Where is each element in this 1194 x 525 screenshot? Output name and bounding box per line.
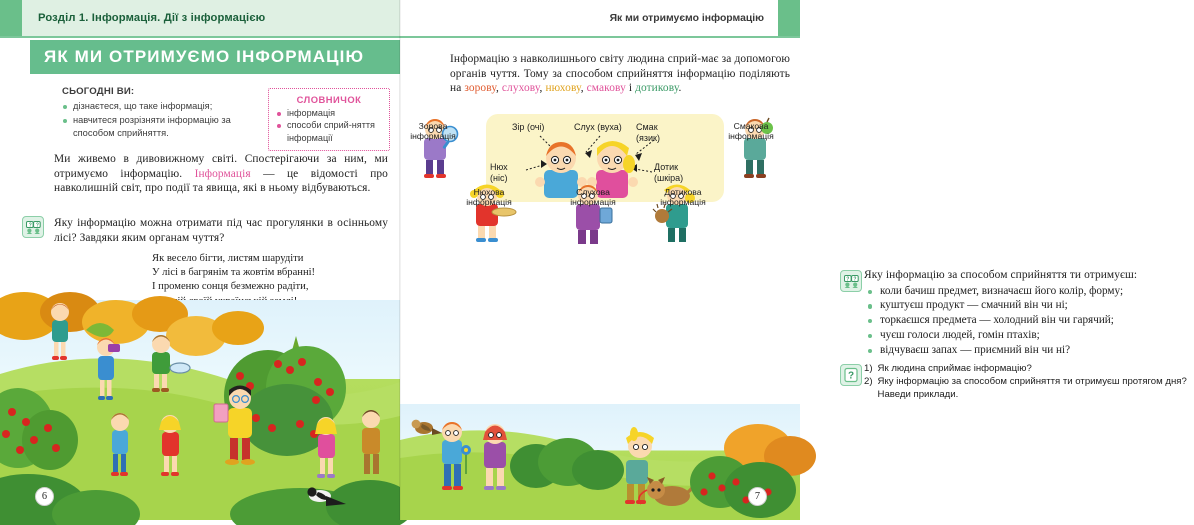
list-item (864, 375, 1194, 401)
bullet-dot-icon (277, 112, 281, 116)
caption-vision: Зорова інформація (410, 121, 456, 142)
speech-bubbles-icon (844, 275, 859, 288)
discussion-icon (22, 216, 44, 238)
callout-smell: Нюх (ніс) (490, 162, 508, 183)
callout-sight: Зір (очі) (512, 122, 545, 132)
question-text: Як людина сприймає інформацію? (877, 363, 1032, 374)
glossary-term: способи сприй-няття інформації (287, 120, 375, 143)
tablet-icon (600, 208, 612, 223)
bullet-dot-icon (63, 119, 67, 123)
question-text: Яку інформацію за способом сприйняття ти отримуєш протягом дня? Наведи приклади. (877, 376, 1187, 401)
left-edge-strip (0, 0, 22, 36)
check-yourself-icon (840, 364, 862, 386)
caption-hearing-wrap (570, 186, 616, 208)
callout-hearing: Слух (вуха) (574, 122, 622, 132)
bullet-dot-icon (868, 319, 872, 323)
glossary-title: СЛОВНИЧОК (296, 94, 362, 105)
caption-smell: Нюхова інформація (466, 187, 512, 208)
bullet-dot-icon (868, 334, 872, 338)
bullet-dot-icon (63, 105, 67, 109)
list-item (864, 343, 1194, 358)
autumn-trees (0, 292, 264, 356)
today-heading: СЬОГОДНІ ВИ: (62, 86, 135, 97)
list-item (864, 328, 1194, 343)
glossary-box (268, 88, 390, 151)
page-gutter (399, 0, 401, 520)
sep: , (580, 82, 587, 95)
intro-text-a: Ми живемо в дивовижному світі. Спостерігаючи за ним, ми отримуємо інформацію. (54, 153, 388, 180)
running-head: Як ми отримуємо інформацію (609, 12, 764, 24)
caption-touch-wrap (660, 186, 706, 208)
pair-work-icon (840, 270, 862, 292)
sep: . (678, 82, 682, 95)
poem-line: І променю сонця безмежно радіти, (152, 281, 309, 293)
right-page-header (400, 0, 778, 36)
intro-text-b: — це відомості про навколишній світ, про події та явища, які в ньому відбуваються. (54, 167, 388, 195)
sense-item-text: відчуваєш запах — приємний він чи ні? (880, 343, 1071, 356)
magnifier-icon (170, 363, 190, 373)
sep: , (495, 82, 502, 95)
meadow-scene-svg (400, 404, 800, 520)
term-touch: дотикову (635, 82, 679, 95)
poem-line: Як весело бігти, листям шарудіти (152, 253, 304, 264)
question-mark-badge-icon (844, 368, 858, 382)
book-icon (214, 404, 228, 422)
autumn-forest-illustration (0, 300, 400, 520)
caption-taste-wrap (728, 120, 774, 142)
intro-paragraph (54, 152, 388, 196)
svg-text:?: ? (35, 221, 38, 228)
bullet-dot-icon (868, 304, 872, 308)
term-hearing: слухову (501, 82, 540, 95)
poem-line: У лісі в багрянім та жовтім вбранні! (152, 267, 316, 279)
chapter-title: Розділ 1. Інформація. Дії з інформацією (38, 12, 266, 24)
right-page (400, 0, 1187, 520)
senses-question-block (864, 268, 1194, 358)
numbered-questions (864, 362, 1194, 402)
hedgehog-icon (655, 209, 669, 223)
bullet-dot-icon (868, 290, 872, 294)
page-number-left: 6 (35, 487, 54, 506)
meadow-illustration (400, 404, 800, 520)
svg-text:?: ? (28, 221, 31, 228)
today-item-text: навчитеся розрізняти інформацію за способом сприйняття. (73, 114, 231, 138)
caption-vision-wrap (410, 120, 456, 142)
glossary-list (276, 107, 382, 144)
today-objectives (62, 86, 260, 141)
lesson-title-banner (30, 40, 400, 74)
sparrow-icon (412, 420, 442, 435)
callout-taste: Смак (язик) (636, 122, 660, 143)
left-page-header (22, 0, 400, 36)
term-vision: зорову (464, 82, 496, 95)
bullet-dot-icon (277, 124, 281, 128)
senses-text: Інформацію з навколишнього світу людина сприй-має за допомогою органів чуття. Тому за способом сприйняття інформацію поділяють на (450, 53, 790, 95)
list-item (62, 114, 260, 140)
glossary-term: інформація (287, 108, 336, 118)
question-number: 2) (864, 376, 873, 388)
bullet-dot-icon (868, 349, 872, 353)
sense-item-text: чуєш голоси людей, гомін птахів; (880, 328, 1040, 341)
list-item (864, 313, 1194, 328)
pie-tray-icon (492, 208, 516, 216)
left-page (0, 0, 400, 520)
list-item (864, 362, 1194, 375)
page-number-right: 7 (748, 487, 767, 506)
sep: і (625, 82, 636, 95)
sense-item-text: куштуєш продукт — смачний він чи ні; (880, 299, 1068, 312)
term-smell: нюхову (545, 82, 581, 95)
header-rule-right (400, 36, 800, 38)
forest-scene-svg (0, 300, 400, 520)
senses-question-intro: Яку інформацію за способом сприйняття ти отримуєш: (864, 269, 1138, 281)
child-figure (51, 303, 69, 360)
speech-bubbles-icon (26, 221, 41, 234)
list-item (864, 298, 1194, 313)
list-item (276, 107, 382, 119)
today-list (62, 100, 260, 140)
caption-taste: Смакова інформація (728, 121, 774, 142)
sep: , (539, 82, 546, 95)
list-item (864, 284, 1194, 299)
callout-touch: Дотик (шкіра) (654, 162, 684, 183)
senses-diagram (410, 112, 794, 260)
question-number: 1) (864, 363, 873, 374)
header-rule-left (0, 36, 400, 38)
key-term-information: Інформація (194, 167, 251, 180)
sense-item-text: торкаєшся предмета — холодний він чи гарячий; (880, 314, 1114, 327)
center-shrubs (510, 438, 624, 490)
list-item (62, 100, 260, 113)
today-item-text: дізнаєтеся, що таке інформація; (73, 101, 213, 111)
caption-touch: Дотикова інформація (660, 187, 706, 208)
lesson-title: ЯК МИ ОТРИМУЄМО ІНФОРМАЦІЮ (44, 47, 365, 66)
caption-hearing: Слухова інформація (570, 187, 616, 208)
discussion-question: Яку інформацію можна отримати під час прогулянки в осінньому лісі? Завдяки яким органам чуття? (54, 217, 388, 244)
right-edge-strip (778, 0, 800, 36)
svg-text:?: ? (845, 275, 849, 282)
svg-text:?: ? (852, 275, 856, 282)
sense-item-text: коли бачиш предмет, визначаєш його колір, форму; (880, 284, 1124, 297)
term-taste: смакову (586, 82, 626, 95)
caption-smell-wrap (466, 186, 512, 208)
list-item (276, 119, 382, 144)
senses-list (864, 284, 1194, 358)
svg-text:?: ? (847, 370, 855, 382)
senses-paragraph (450, 52, 790, 96)
